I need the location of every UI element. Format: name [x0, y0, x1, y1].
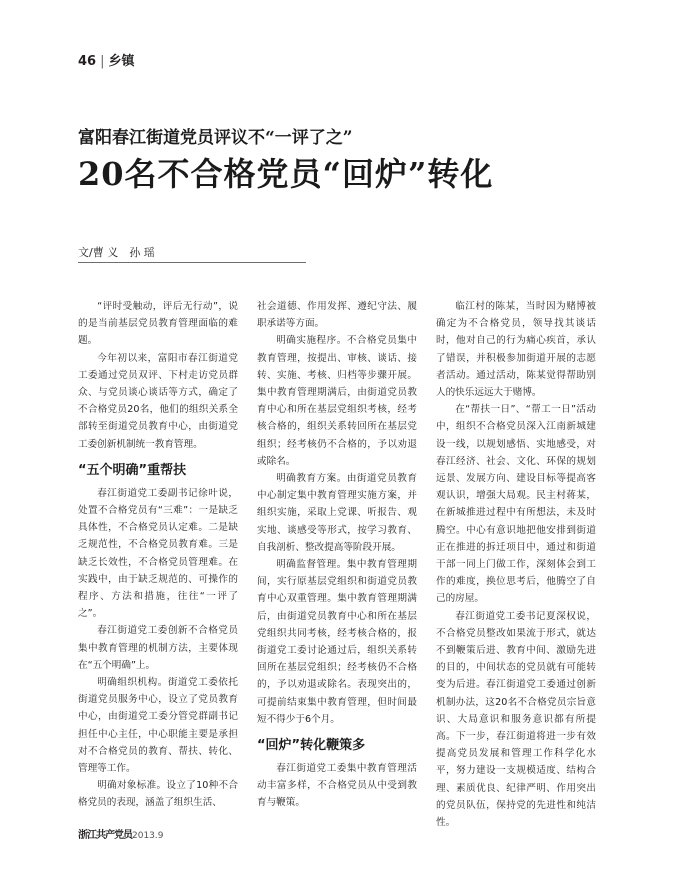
author-divider: [78, 262, 306, 263]
paragraph: 明确组织机构。街道党工委依托街道党员服务中心，设立了党员教育中心，由街道党工委分管党群副书记担任中心主任，中心职能主要是承担对不合格党员的教育、帮扶、转化、管理等工作。: [78, 677, 238, 775]
section-heading: “五个明确”重帮扶: [78, 462, 187, 478]
magazine-logo: 浙江共产党员: [78, 830, 132, 841]
paragraph: 社会道德、作用发挥、遵纪守法、履职承诺等方面。: [257, 301, 417, 330]
paragraph: “评时受触动，评后无行动”，说的是当前基层党员教育管理面临的难题。: [78, 301, 238, 347]
paragraph: 在“帮扶一日”、“帮工一日”活动中，组织不合格党员深入江南新城建设一线，以规划感悟、实地感受，对春江经济、社会、文化、环保的规划远景、发展方向、建设目标等提高客观认识，增强大局观。民主村蒋某，在新城推进过程中有所想法，未及时腾空。中心有意识地把他安排到街道正在推进的拆迁项目中，通过和街道干部一同上门做工作，深刻体会到工作的难度，换位思考后，他腾空了自己的房屋。: [436, 404, 596, 605]
paragraph: 明确对象标准。设立了10种不合格党员的表现，涵盖了组织生活、: [78, 780, 238, 809]
paragraph: 明确教育方案。由街道党员教育中心制定集中教育管理实施方案，并组织实施，采取上党课、听报告、观实地、谈感受等形式，按学习教育、自我剖析、整改提高等阶段开展。: [257, 473, 417, 553]
article-subtitle: 富阳春江街道党员评议不“一评了之”: [78, 128, 353, 148]
paragraph: 春江街道党工委副书记徐叶说，处置不合格党员有“三难”：一是缺乏具体性，不合格党员认定难。二是缺乏规范性，不合格党员教育难。三是缺乏长效性，不合格党员管理难。在实践中，由于缺乏规范的、可操作的程序、方法和措施，往往“一评了之”。: [78, 487, 238, 620]
header-separator: |: [100, 54, 105, 69]
paragraph: 明确监督管理。集中教育管理期间，实行原基层党组织和街道党员教育中心双重管理。集中教育管理期满后，由街道党员教育中心和所在基层党组织共同考核，经考核合格的，报街道党工委讨论通过后，组织关系转回所在基层党组织；经考核仍不合格的，予以劝退或除名。表现突出的，可提前结束集中教育管理，但时间最短不得少于6个月。: [257, 559, 417, 725]
section-name: 乡镇: [108, 54, 135, 69]
paragraph: 今年初以来，富阳市春江街道党工委通过党员双评、下村走访党员群众、与党员谈心谈话等方式，确定了不合格党员20名，他们的组织关系全部转至街道党员教育中心，由街道党工委创新机制统一教育管理。: [78, 352, 238, 450]
paragraph: 临江村的陈某，当时因为赌博被确定为不合格党员，领导找其谈话时，他对自己的行为痛心疾首，承认了错误，并积极参加街道开展的志愿者活动。通过活动，陈某觉得帮助别人的快乐远远大于赌博。: [436, 301, 596, 399]
text-column-3: [436, 298, 596, 831]
paragraph: 春江街道党工委集中教育管理活动丰富多样，不合格党员从中受到教育与鞭策。: [257, 763, 417, 809]
text-column-1: [78, 298, 238, 812]
section-heading: “回炉”转化鞭策多: [257, 738, 366, 754]
page-footer: [78, 826, 164, 841]
paragraph: 春江街道党工委创新不合格党员集中教育管理的机制方法，主要体现在“五个明确”上。: [78, 625, 238, 671]
paragraph: 春江街道党工委书记夏深权说，不合格党员整改如果流于形式，就达不到鞭策后进、教育中间、激励先进的目的，中间状态的党员就有可能转变为后进。春江街道党工委通过创新机制办法，这20名不合格党员宗旨意识、大局意识和服务意识都有所提高。下一步，春江街道将进一步有效提高党员发展和管理工作科学化水平，努力建设一支规模适度、结构合理、素质优良、纪律严明、作用突出的党员队伍，保持党的先进性和纯洁性。: [436, 610, 596, 829]
article-author: 文/曹 义 孙 瑶: [78, 246, 155, 259]
page-number: 46: [78, 54, 97, 69]
article-title: 20名不合格党员“回炉”转化: [78, 155, 494, 193]
paragraph: 明确实施程序。不合格党员集中教育管理，按提出、审核、谈话、接转、实施、考核、归档等步骤开展。集中教育管理期满后，由街道党员教育中心和所在基层党组织考核，经考核合格的，组织关系转回所在基层党组织；经考核仍不合格的，予以劝退或除名。: [257, 335, 417, 467]
issue-date: 2013.9: [132, 831, 164, 841]
text-column-2: [257, 298, 417, 812]
page-header: [78, 50, 135, 69]
